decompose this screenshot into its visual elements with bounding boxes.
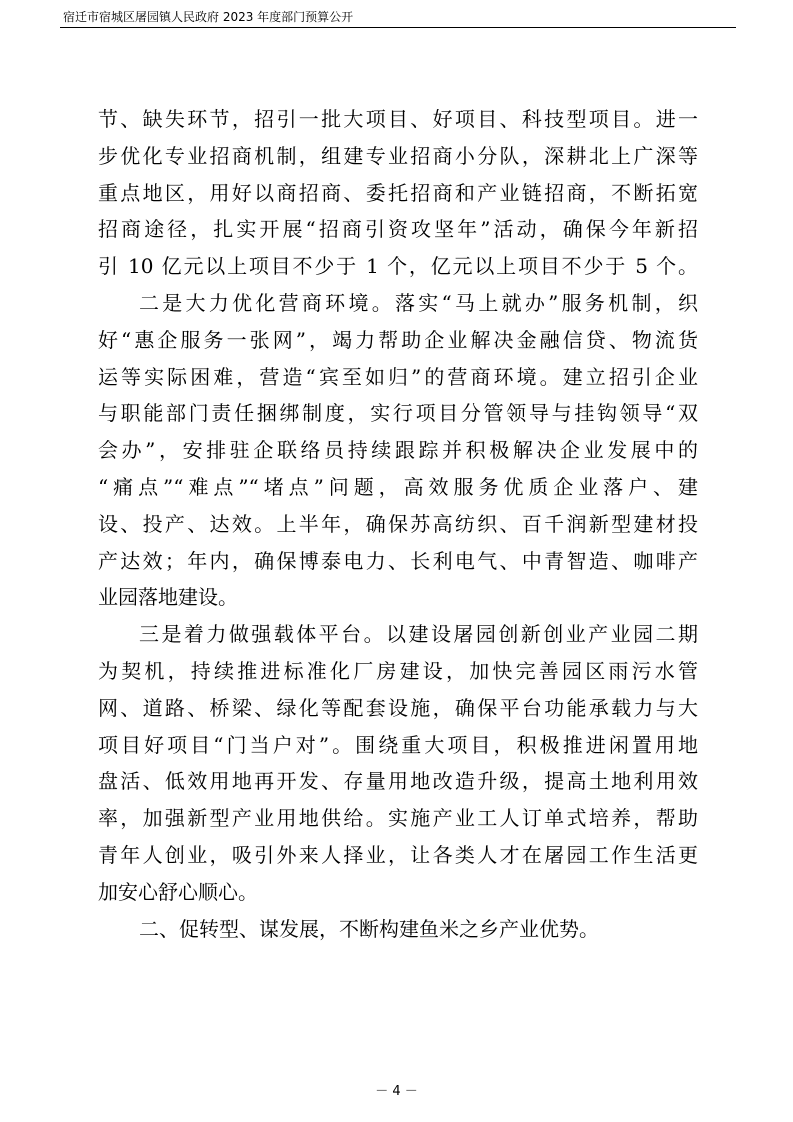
document-body xyxy=(98,101,698,947)
paragraph-start-line: 三是着力做强载体平台。以建设屠园创新创业产业园二期 xyxy=(139,622,698,647)
document-header: 宿迁市宿城区屠园镇人民政府 2023 年度部门预算公开 xyxy=(63,10,354,24)
body-line: 好“惠企服务一张网”，竭力帮助企业解决金融信贷、物流货 xyxy=(98,327,698,352)
body-line: 率，加强新型产业用地供给。实施产业工人订单式培养，帮助 xyxy=(98,806,698,831)
body-line: 网、道路、桥梁、绿化等配套设施，确保平台功能承载力与大 xyxy=(98,695,698,720)
body-line: “痛点”“难点”“堵点”问题，高效服务优质企业落户、建 xyxy=(98,474,698,499)
body-line: 为契机，持续推进标准化厂房建设，加快完善园区雨污水管 xyxy=(98,658,698,683)
body-line: 盘活、低效用地再开发、存量用地改造升级，提高土地利用效 xyxy=(98,769,698,794)
body-line: 运等实际困难，营造“宾至如归”的营商环境。建立招引企业 xyxy=(98,364,698,389)
body-line: 设、投产、达效。上半年，确保苏高纺织、百千润新型建材投 xyxy=(98,511,698,536)
body-line: 节、缺失环节，招引一批大项目、好项目、科技型项目。进一 xyxy=(98,107,698,131)
section-heading-line: 二、促转型、谋发展，不断构建鱼米之乡产业优势。 xyxy=(139,916,599,941)
paragraph-start-line: 二是大力优化营商环境。落实“马上就办”服务机制，织 xyxy=(139,290,698,315)
page-number: － 4 － xyxy=(375,1084,418,1099)
body-line: 会办”，安排驻企联络员持续跟踪并积极解决企业发展中的 xyxy=(98,438,698,463)
header-divider xyxy=(60,27,736,28)
body-line: 青年人创业，吸引外来人择业，让各类人才在屠园工作生活更 xyxy=(98,842,698,867)
body-line: 引 10 亿元以上项目不少于 1 个，亿元以上项目不少于 5 个。 xyxy=(98,254,698,279)
body-line: 重点地区，用好以商招商、委托招商和产业链招商，不断拓宽 xyxy=(98,180,698,205)
body-line: 项目好项目“门当户对”。围绕重大项目，积极推进闲置用地 xyxy=(98,732,698,757)
body-line: 步优化专业招商机制，组建专业招商小分队，深耕北上广深等 xyxy=(98,143,698,168)
body-line: 产达效；年内，确保博泰电力、长利电气、中青智造、咖啡产 xyxy=(98,548,698,573)
body-line: 招商途径，扎实开展“招商引资攻坚年”活动，确保今年新招 xyxy=(98,217,698,242)
paragraph-end-line: 加安心舒心顺心。 xyxy=(98,879,258,904)
body-line: 与职能部门责任捆绑制度，实行项目分管领导与挂钩领导“双 xyxy=(98,401,698,426)
paragraph-end-line: 业园落地建设。 xyxy=(98,585,238,610)
